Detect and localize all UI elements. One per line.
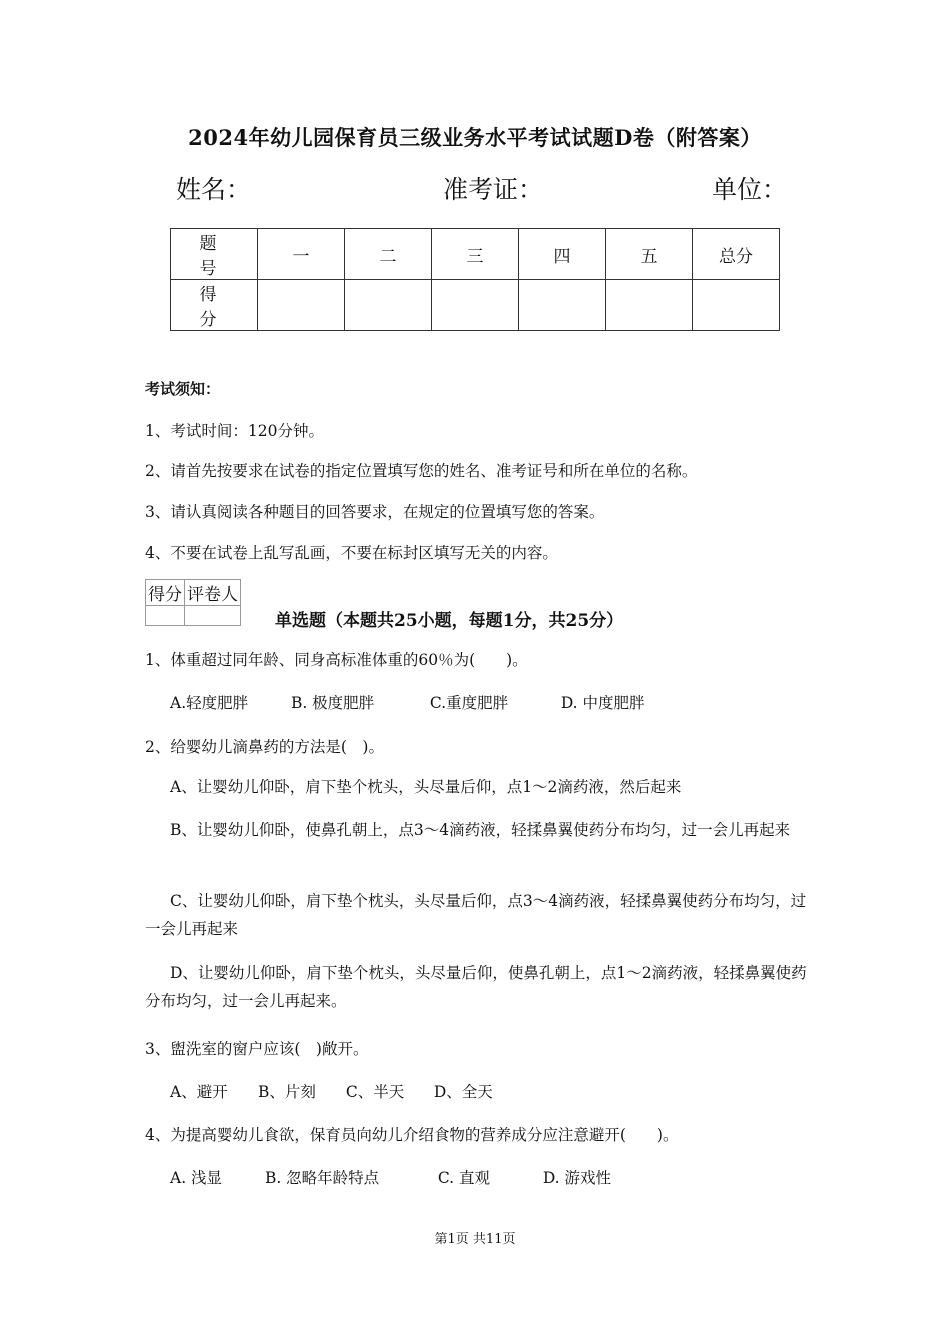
option[interactable]: D. 游戏性 [542, 1169, 612, 1187]
option[interactable]: D、让婴幼儿仰卧，肩下垫个枕头，头尽量后仰，使鼻孔朝上，点1～2滴药液，轻揉鼻翼使药分布均匀，过一会儿再起来。 [145, 964, 807, 1010]
score-cell[interactable] [258, 280, 345, 331]
question-stem: 2、给婴幼儿滴鼻药的方法是( )。 [145, 738, 384, 756]
option[interactable]: B. 忽略年龄特点 [264, 1169, 380, 1187]
grader-score-cell[interactable] [146, 606, 185, 626]
notice-item: 3、请认真阅读各种题目的回答要求，在规定的位置填写您的答案。 [145, 503, 605, 521]
page-footer: 第1页 共11页 [434, 1232, 516, 1247]
name-field-label: 姓名： [176, 175, 252, 204]
question-stem: 4、为提高婴幼儿食欲，保育员向幼儿介绍食物的营养成分应注意避开( )。 [145, 1126, 679, 1144]
score-cell[interactable] [606, 280, 693, 331]
notice-item: 2、请首先按要求在试卷的指定位置填写您的姓名、准考证号和所在单位的名称。 [145, 462, 698, 480]
option[interactable]: B、让婴幼儿仰卧，使鼻孔朝上，点3～4滴药液，轻揉鼻翼使药分布均匀，过一会儿再起来 [170, 821, 791, 839]
unit-field-label: 单位： [712, 175, 788, 204]
score-table-header-cell: 三 [432, 229, 519, 280]
question-stem: 3、盥洗室的窗户应该( )敞开。 [145, 1040, 369, 1058]
score-table-header-cell: 五 [606, 229, 693, 280]
option[interactable]: B、片刻 [257, 1083, 316, 1101]
exam-id-field-label: 准考证： [443, 175, 544, 204]
score-table-header-row [171, 229, 780, 280]
option[interactable]: C. 直观 [437, 1169, 491, 1187]
option[interactable]: A、让婴幼儿仰卧，肩下垫个枕头，头尽量后仰，点1～2滴药液，然后起来 [170, 778, 682, 796]
question-options [170, 691, 645, 713]
option[interactable]: B. 极度肥胖 [290, 694, 375, 712]
notice-item: 1、考试时间：120分钟。 [145, 422, 324, 440]
question-options [170, 1166, 611, 1188]
score-table-header-cell: 四 [519, 229, 606, 280]
grader-name-label: 评卷人 [185, 580, 241, 606]
score-table-header-cell: 总分 [693, 229, 780, 280]
option[interactable]: A.轻度肥胖 [170, 694, 249, 712]
section-title: 单选题（本题共25小题，每题1分，共25分） [275, 611, 624, 631]
score-table-header-cell: 一 [258, 229, 345, 280]
grader-name-cell[interactable] [185, 606, 241, 626]
score-cell[interactable] [345, 280, 432, 331]
score-table-header-cell: 题 号 [171, 229, 258, 280]
score-row-label: 得 分 [171, 280, 258, 331]
option[interactable]: D、全天 [433, 1083, 493, 1101]
question-stem: 1、体重超过同年龄、同身高标准体重的60％为( )。 [145, 651, 528, 669]
grader-score-label: 得分 [146, 580, 185, 606]
score-table [170, 228, 780, 331]
score-table-score-row [171, 280, 780, 331]
option[interactable]: C、半天 [345, 1083, 405, 1101]
notice-title: 考试须知： [145, 380, 221, 398]
option[interactable]: A、避开 [170, 1083, 228, 1101]
exam-title: 2024年幼儿园保育员三级业务水平考试试题D卷（附答案） [188, 125, 762, 150]
score-cell[interactable] [432, 280, 519, 331]
score-cell[interactable] [693, 280, 780, 331]
question-options [170, 1080, 493, 1102]
option[interactable]: C、让婴幼儿仰卧，肩下垫个枕头，头尽量后仰，点3～4滴药液，轻揉鼻翼使药分布均匀，过一会儿再起来 [145, 892, 807, 938]
option[interactable]: A. 浅显 [170, 1169, 223, 1187]
option[interactable]: D. 中度肥胖 [560, 694, 645, 712]
score-table-header-cell: 二 [345, 229, 432, 280]
score-cell[interactable] [519, 280, 606, 331]
notice-item: 4、不要在试卷上乱写乱画，不要在标封区填写无关的内容。 [145, 544, 558, 562]
option[interactable]: C.重度肥胖 [429, 694, 509, 712]
grader-box [145, 579, 241, 626]
